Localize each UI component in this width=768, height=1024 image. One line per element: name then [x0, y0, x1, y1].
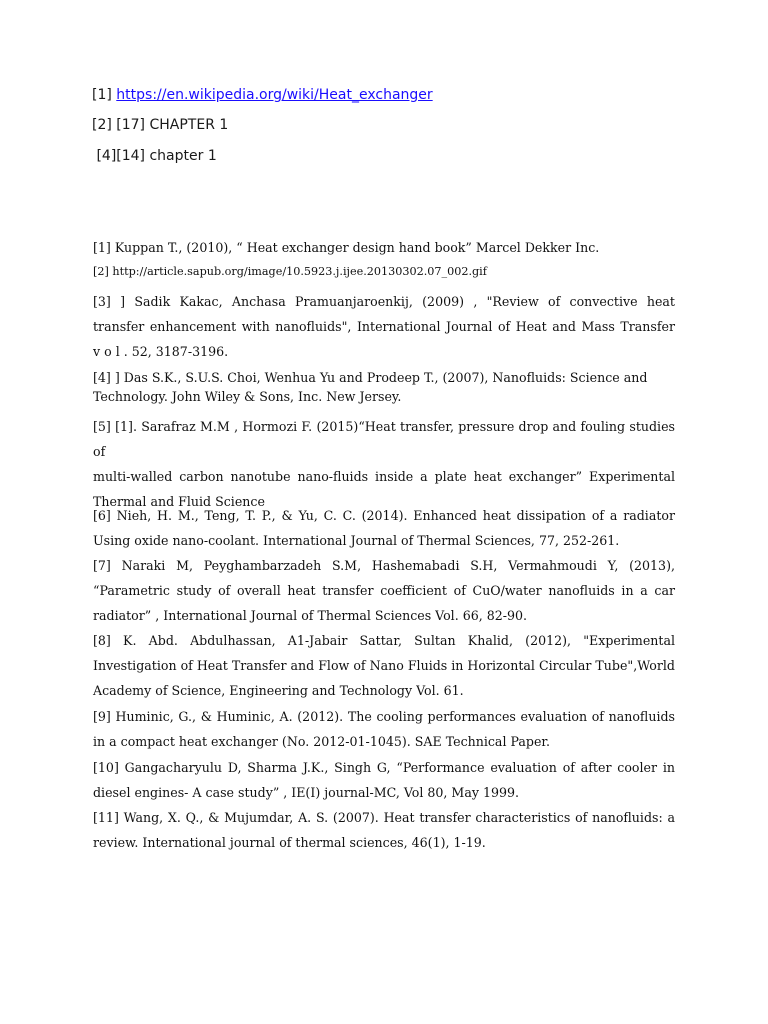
reference-10-line: diesel engines- A case study” , IE(I) journal-MC, Vol 80, May 1999.	[93, 785, 520, 800]
reference-4-line: Technology. John Wiley & Sons, Inc. New Jersey.	[93, 389, 402, 404]
reference-9-line: [9] Huminic, G., & Huminic, A. (2012). The cooling performances evaluation of nanofluids	[93, 709, 675, 724]
note-line-2: [2] [17] CHAPTER 1	[92, 117, 229, 133]
reference-6	[93, 503, 675, 553]
reference-8-line: Investigation of Heat Transfer and Flow of Nano Fluids in Horizontal Circular Tube",World	[93, 658, 675, 673]
note-line-3: [4][14] chapter 1	[92, 148, 217, 164]
reference-10	[93, 755, 675, 805]
reference-3-line: transfer enhancement with nanofluids", International Journal of Heat and Mass Transfer	[93, 319, 675, 334]
note-line-1	[92, 86, 433, 104]
reference-4	[93, 368, 675, 406]
reference-7-line: [7] Naraki M, Peyghambarzadeh S.M, Hashemabadi S.H, Vermahmoudi Y, (2013),	[93, 558, 675, 573]
reference-2	[93, 259, 675, 284]
reference-11-line: review. International journal of thermal sciences, 46(1), 1-19.	[93, 835, 486, 850]
reference-6-line: [6] Nieh, H. M., Teng, T. P., & Yu, C. C. (2014). Enhanced heat dissipation of a radiator	[93, 508, 675, 523]
reference-8	[93, 628, 675, 703]
reference-6-line: Using oxide nano-coolant. International Journal of Thermal Sciences, 77, 252-261.	[93, 533, 620, 548]
reference-3-line: [3] ] Sadik Kakac, Anchasa Pramuanjaroenkij, (2009) , "Review of convective heat	[93, 294, 675, 309]
reference-3	[93, 289, 675, 364]
reference-9	[93, 704, 675, 754]
reference-11-line: [11] Wang, X. Q., & Mujumdar, A. S. (2007). Heat transfer characteristics of nanofluids: a	[93, 810, 675, 825]
reference-1-text: [1] Kuppan T., (2010), “ Heat exchanger design hand book” Marcel Dekker Inc.	[93, 240, 600, 255]
reference-5-line: [5] [1]. Sarafraz M.M , Hormozi F. (2015)“Heat transfer, pressure drop and fouling studies of	[93, 419, 675, 459]
reference-10-line: [10] Gangacharyulu D, Sharma J.K., Singh G, “Performance evaluation of after cooler in	[93, 760, 675, 775]
reference-5-line: multi-walled carbon nanotube nano-fluids inside a plate heat exchanger” Experimental	[93, 469, 675, 484]
reference-7-line: “Parametric study of overall heat transfer coefficient of CuO/water nanofluids in a car	[93, 583, 675, 598]
reference-5-line: Thermal and Fluid Science	[93, 494, 265, 509]
reference-8-line: [8] K. Abd. Abdulhassan, A1-Jabair Sattar, Sultan Khalid, (2012), "Experimental	[93, 633, 675, 648]
reference-7	[93, 553, 675, 628]
reference-9-line: in a compact heat exchanger (No. 2012-01-1045). SAE Technical Paper.	[93, 734, 551, 749]
reference-3-line: v o l . 52, 3187-3196.	[93, 344, 229, 359]
reference-5	[93, 414, 675, 514]
reference-11	[93, 805, 675, 855]
reference-7-line: radiator” , International Journal of Thermal Sciences Vol. 66, 82-90.	[93, 608, 528, 623]
reference-2-text: [2] http://article.sapub.org/image/10.5923.j.ijee.20130302.07_002.gif	[93, 265, 487, 278]
reference-4-line: [4] ] Das S.K., S.U.S. Choi, Wenhua Yu and Prodeep T., (2007), Nanofluids: Science and	[93, 370, 648, 385]
reference-8-line: Academy of Science, Engineering and Technology Vol. 61.	[93, 683, 464, 698]
reference-1	[93, 235, 675, 260]
note-1-prefix: [1]	[92, 87, 117, 103]
wikipedia-link[interactable]: https://en.wikipedia.org/wiki/Heat_exchanger	[116, 87, 433, 103]
